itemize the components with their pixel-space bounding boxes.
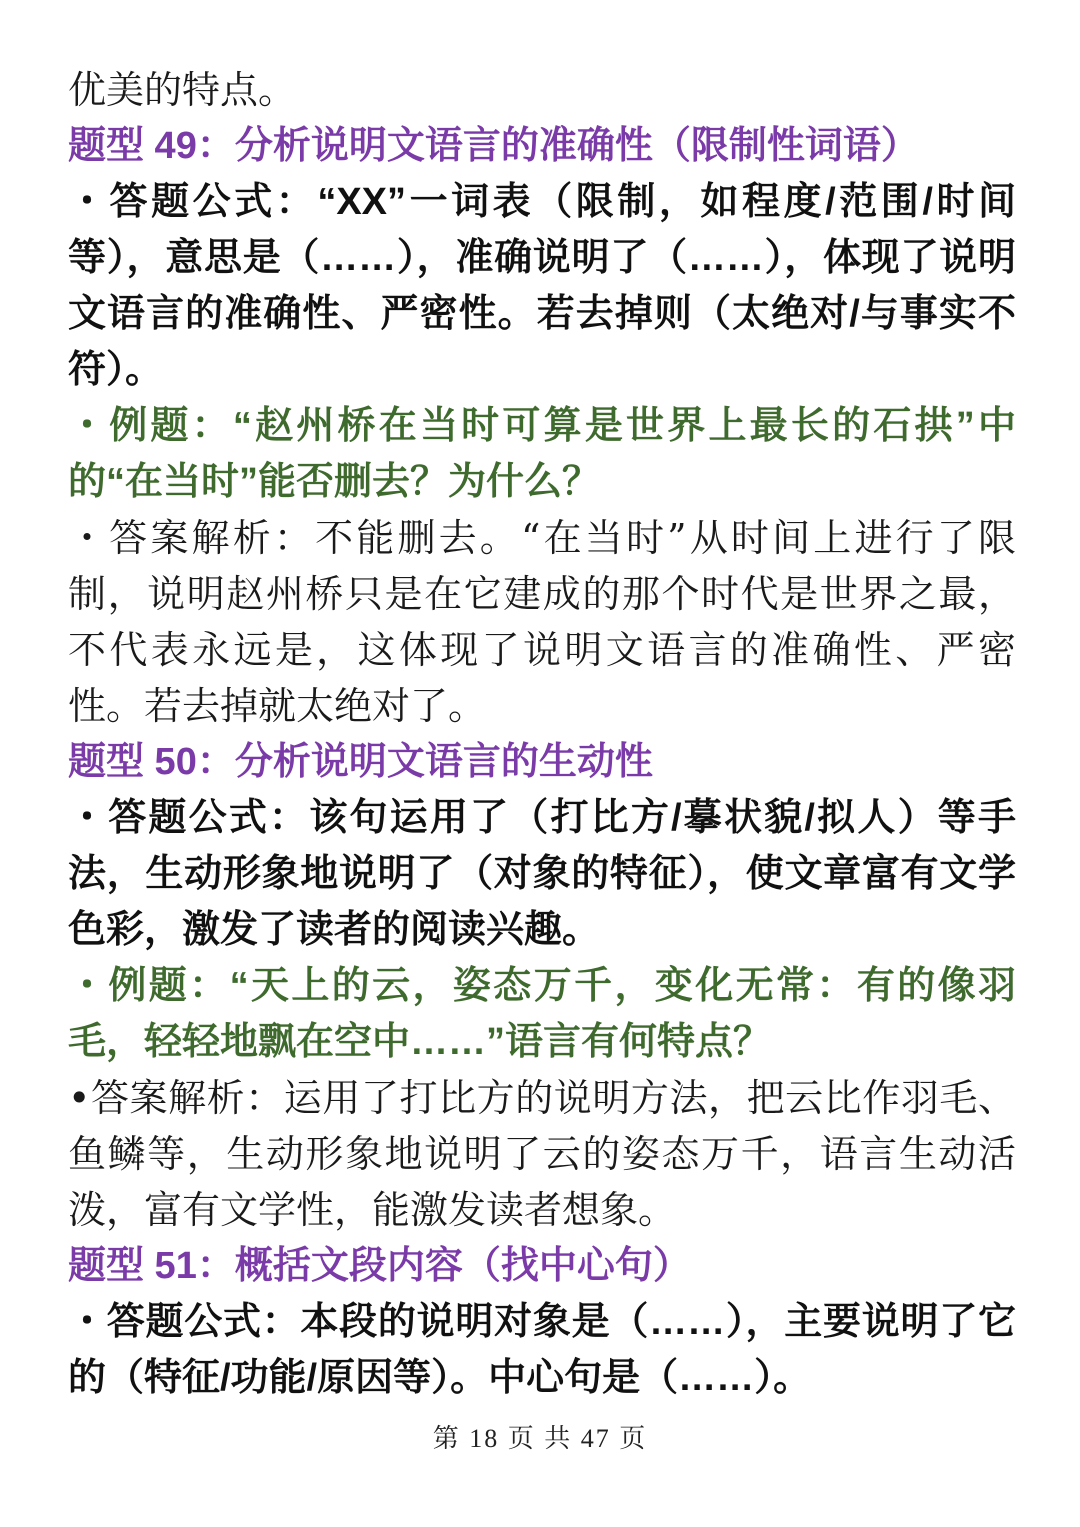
question-type-heading-49: 题型 49：分析说明文语言的准确性（限制性词语）: [68, 125, 919, 167]
example-question-49: ・例题：“赵州桥在当时可算是世界上最长的石拱”中的“在当时”能否删去？为什么？: [68, 405, 1016, 503]
answer-analysis-50: •答案解析：运用了打比方的说明方法，把云比作羽毛、鱼鳞等，生动形象地说明了云的姿态万千，语言生动活泼，富有文学性，能激发读者想象。: [68, 1076, 1016, 1232]
question-type-heading-51: 题型 51：概括文段内容（找中心句）: [68, 1245, 691, 1287]
question-type-heading-50: 题型 50：分析说明文语言的生动性: [68, 741, 653, 783]
answer-formula-50: ・答题公式：该句运用了（打比方/摹状貌/拟人）等手法，生动形象地说明了（对象的特征），使文章富有文学色彩，激发了读者的阅读兴趣。: [68, 797, 1016, 951]
page-number-footer: 第 18 页 共 47 页: [432, 1424, 648, 1453]
example-question-50: ・例题：“天上的云，姿态万千，变化无常：有的像羽毛，轻轻地飘在空中……”语言有何特点？: [68, 965, 1016, 1063]
answer-formula-49: ・答题公式：“XX”一词表（限制，如程度/范围/时间等），意思是（……），准确说明了（……），体现了说明文语言的准确性、严密性。若去掉则（太绝对/与事实不符）。: [68, 181, 1016, 391]
answer-analysis-49: ・答案解析：不能删去。“在当时”从时间上进行了限制，说明赵州桥只是在它建成的那个时代是世界之最，不代表永远是，这体现了说明文语言的准确性、严密性。若去掉就太绝对了。: [68, 516, 1016, 728]
continued-paragraph: 优美的特点。: [68, 68, 297, 112]
answer-formula-51: ・答题公式：本段的说明对象是（……），主要说明了它的（特征/功能/原因等）。中心句是（……）。: [68, 1301, 1016, 1399]
document-page: [68, 62, 1016, 1406]
